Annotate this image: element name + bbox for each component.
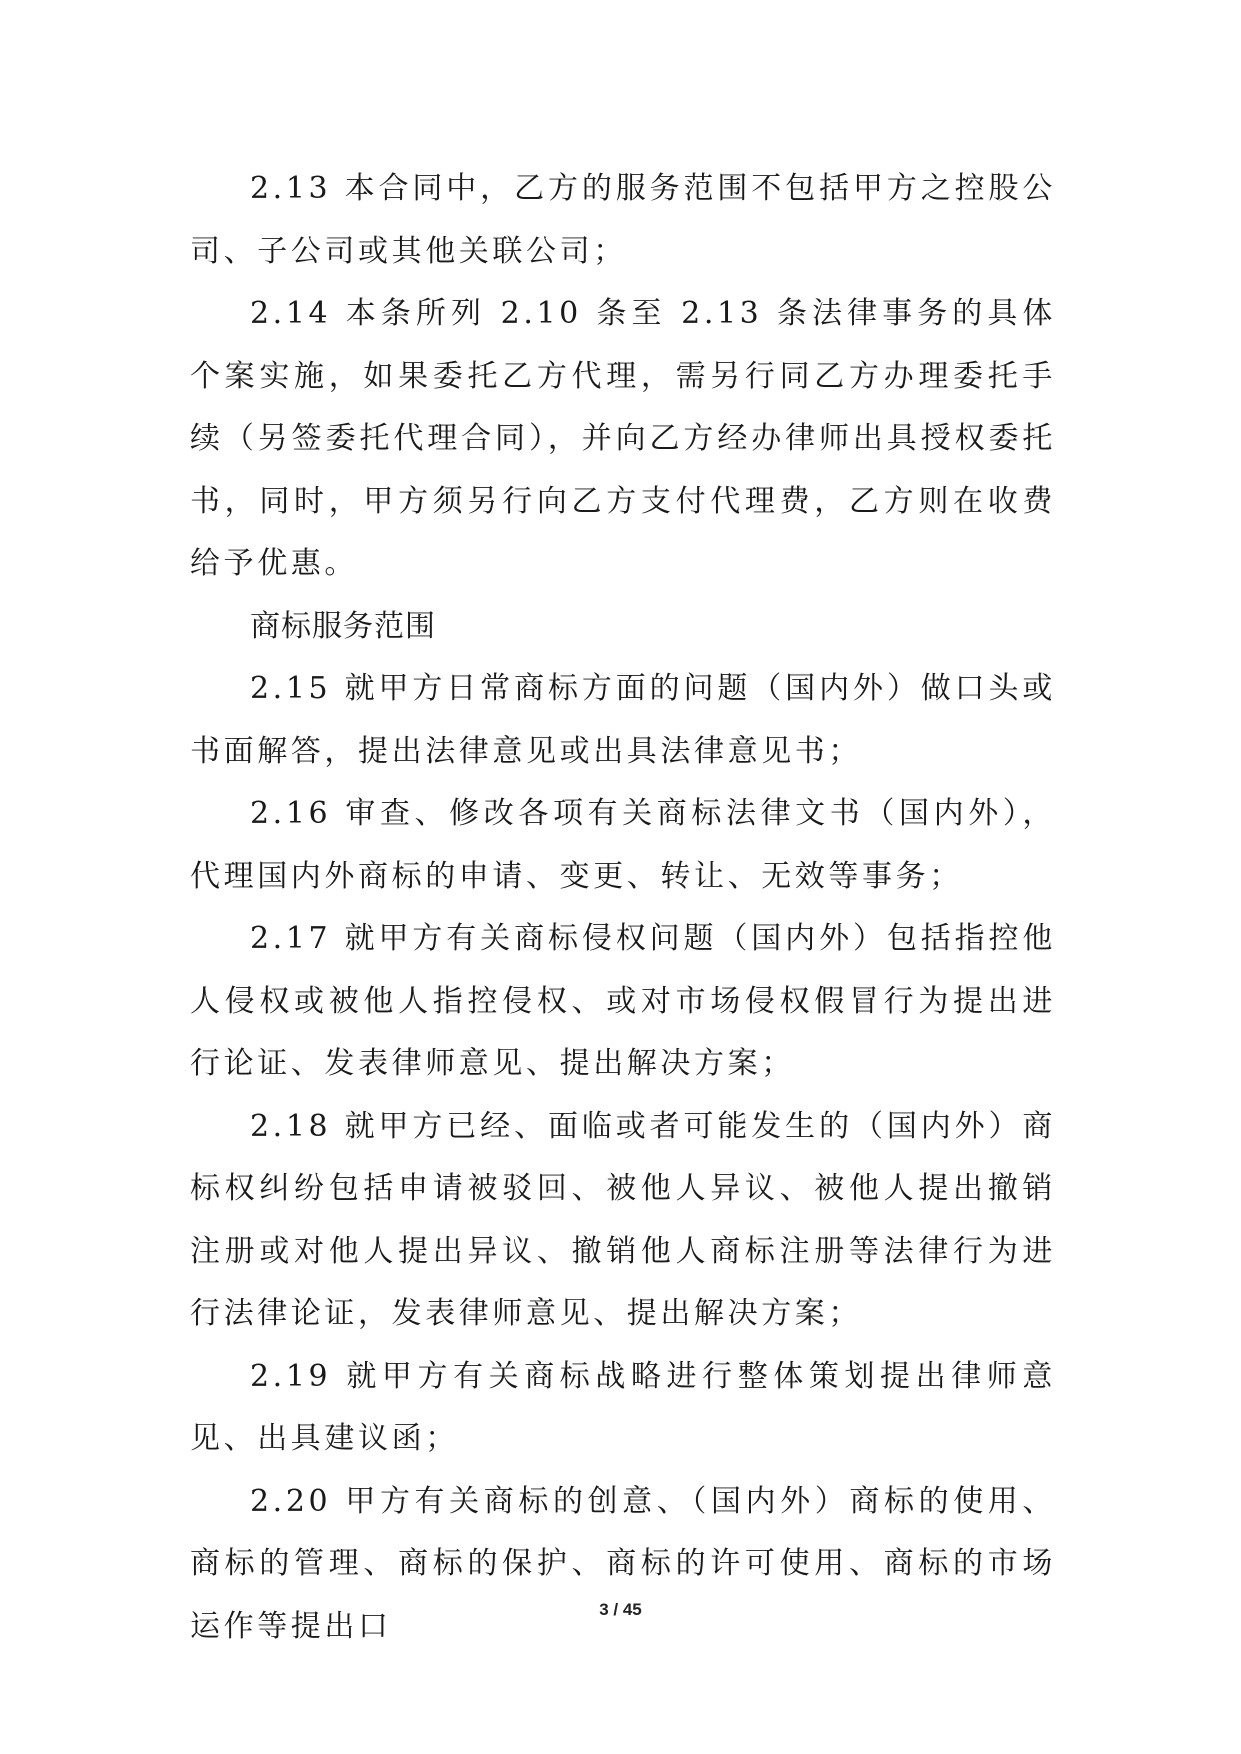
clause-2-15: 2.15 就甲方日常商标方面的问题（国内外）做口头或书面解答，提出法律意见或出具法律意见书；: [190, 671, 1056, 769]
document-body: [190, 158, 1056, 1658]
clause-2-17: 2.17 就甲方有关商标侵权问题（国内外）包括指控他人侵权或被他人指控侵权、或对市场侵权假冒行为提出进行论证、发表律师意见、提出解决方案；: [190, 921, 1056, 1081]
page-number: 3 / 45: [599, 1600, 642, 1619]
clause-2-16: 2.16 审查、修改各项有关商标法律文书（国内外），代理国内外商标的申请、变更、转让、无效等事务；: [190, 796, 1056, 894]
clause-2-14: 2.14 本条所列 2.10 条至 2.13 条法律事务的具体个案实施，如果委托乙方代理，需另行同乙方办理委托手续（另签委托代理合同），并向乙方经办律师出具授权委托书，同时，甲方须另行向乙方支付代理费，乙方则在收费给予优惠。: [190, 296, 1056, 581]
section-heading-trademark-services: 商标服务范围: [250, 608, 436, 644]
clause-2-20: 2.20 甲方有关商标的创意、（国内外）商标的使用、商标的管理、商标的保护、商标的许可使用、商标的市场运作等提出口: [190, 1483, 1056, 1644]
clause-2-18: 2.18 就甲方已经、面临或者可能发生的（国内外）商标权纠纷包括申请被驳回、被他人异议、被他人提出撤销注册或对他人提出异议、撤销他人商标注册等法律行为进行法律论证，发表律师意见、提出解决方案；: [190, 1108, 1056, 1331]
clause-2-19: 2.19 就甲方有关商标战略进行整体策划提出律师意见、出具建议函；: [190, 1358, 1056, 1456]
clause-2-13: 2.13 本合同中，乙方的服务范围不包括甲方之控股公司、子公司或其他关联公司；: [190, 171, 1056, 269]
